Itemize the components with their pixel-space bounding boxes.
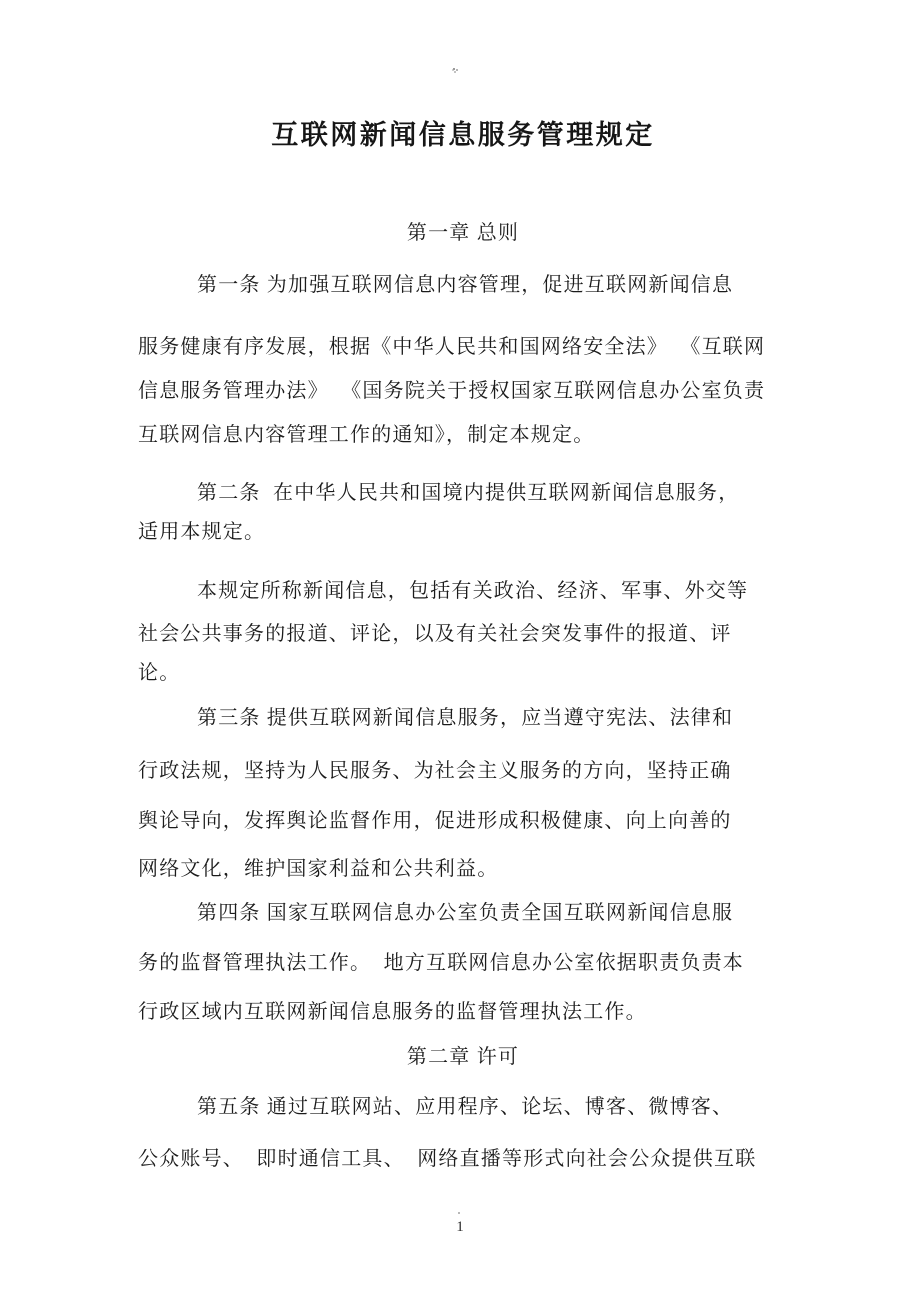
text-line: 互联网信息内容管理工作的通知》，制定本规定。	[138, 424, 595, 446]
text-line: 第一条 为加强互联网信息内容管理，促进互联网新闻信息	[197, 274, 734, 296]
text-line: 论。	[138, 662, 181, 684]
chapter-heading-1: 第一章 总则	[406, 222, 520, 244]
chapter-heading-2: 第二章 许可	[406, 1046, 520, 1068]
text-line: 信息服务管理办法》 《国务院关于授权国家互联网信息办公室负责	[138, 380, 766, 402]
text-line: 服务健康有序发展，根据《中华人民共和国网络安全法》 《互联网	[138, 336, 766, 358]
text-line: 舆论导向，发挥舆论监督作用，促进形成积极健康、向上向善的	[138, 810, 732, 832]
document-title: 互联网新闻信息服务管理规定	[271, 120, 655, 150]
text-line: 行政区域内互联网新闻信息服务的监督管理执法工作。	[138, 1001, 647, 1023]
text-line: 适用本规定。	[138, 521, 266, 543]
smudge-mark-bottom	[458, 1212, 460, 1214]
text-line: 行政法规，坚持为人民服务、为社会主义服务的方向，坚持正确	[138, 760, 732, 782]
text-line: 第四条 国家互联网信息办公室负责全国互联网新闻信息服	[197, 902, 734, 924]
text-line: 公众账号、 即时通信工具、 网络直播等形式向社会公众提供互联	[138, 1148, 757, 1170]
text-line: 社会公共事务的报道、评论，以及有关社会突发事件的报道、评	[138, 623, 732, 645]
text-line: 务的监督管理执法工作。 地方互联网信息办公室依据职责负责本	[138, 952, 744, 974]
text-line: 本规定所称新闻信息，包括有关政治、经济、军事、外交等	[197, 580, 749, 602]
text-line: 网络文化，维护国家利益和公共利益。	[138, 858, 499, 880]
page-number: 1	[456, 1219, 464, 1235]
smudge-mark-top	[453, 68, 455, 70]
text-line: 第二条 在中华人民共和国境内提供互联网新闻信息服务，	[197, 482, 740, 504]
text-line: 第三条 提供互联网新闻信息服务，应当遵守宪法、法律和	[197, 707, 734, 729]
text-line: 第五条 通过互联网站、应用程序、论坛、博客、微博客、	[197, 1096, 734, 1118]
